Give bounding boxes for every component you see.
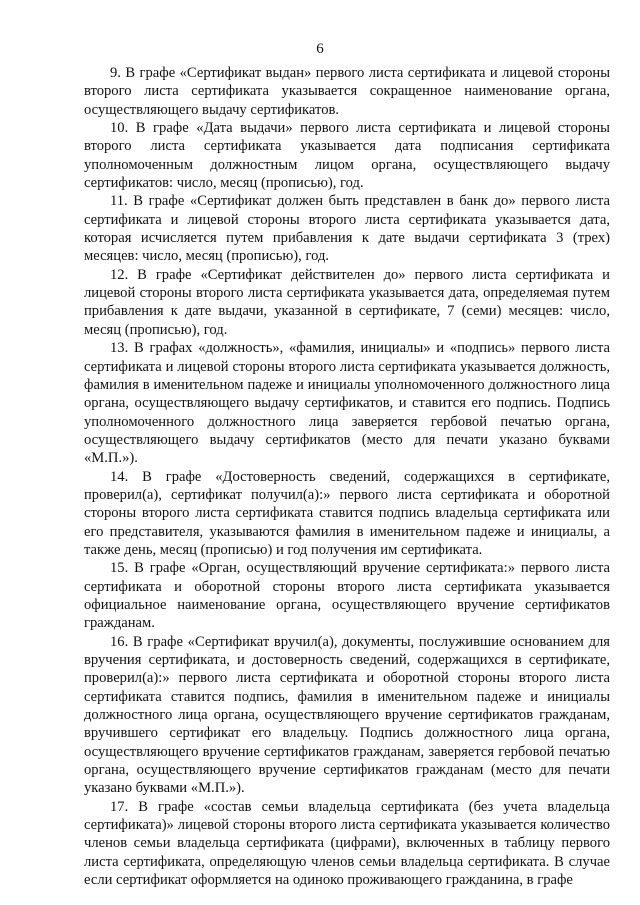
paragraph-14: 14. В графе «Достоверность сведений, содержащихся в сертификате, проверил(а), сертификат получил(а):» первого листа сертификата и оборотной стороны второго листа сертификата ставится подпись владельца сертификата или его представителя, указываются фамилия в именительном падеже и инициалы, а также день, месяц (прописью) и год получения им сертификата. xyxy=(84,468,610,558)
document-body xyxy=(84,64,610,889)
page-number: 6 xyxy=(316,41,324,57)
paragraph-12: 12. В графе «Сертификат действителен до» первого листа сертификата и лицевой стороны второго листа сертификата указывается дата, определяемая путем прибавления к дате выдачи, указанной в сертификате, 7 (семи) месяцев: число, месяц (прописью), год. xyxy=(84,266,610,338)
paragraph-17: 17. В графе «состав семьи владельца сертификата (без учета владельца сертификата)» лицевой стороны второго листа сертификата указывается количество членов семьи владельца сертификата (цифрами), включенных в таблицу первого листа сертификата, определяющую членов семьи владельца сертификата. В случае если сертификат оформляется на одиноко проживающего гражданина, в графе xyxy=(84,798,610,889)
paragraph-9: 9. В графе «Сертификат выдан» первого листа сертификата и лицевой стороны второго листа сертификата указывается сокращенное наименование органа, осуществляющего выдачу сертификатов. xyxy=(84,65,610,118)
paragraph-16: 16. В графе «Сертификат вручил(а), документы, послужившие основанием для вручения сертификата, и достоверность сведений, содержащихся в сертификате, проверил(а):» первого листа сертификата и оборотной стороны второго листа сертификата ставится подпись, фамилия в именительном падеже и инициалы должностного лица органа, осуществляющего вручение сертификатов гражданам, вручившего сертификат его владельцу. Подпись должностного лица органа, осуществляющего вручение сертификатов гражданам, заверяется гербовой печатью органа, осуществляющего вручение сертификатов гражданам (место для печати указано буквами «М.П.»). xyxy=(84,633,610,797)
paragraph-10: 10. В графе «Дата выдачи» первого листа сертификата и лицевой стороны второго листа сертификата указывается дата подписания сертификата уполномоченным должностным лицом органа, осуществляющего выдачу сертификатов: число, месяц (прописью), год. xyxy=(84,120,610,192)
paragraph-13: 13. В графах «должность», «фамилия, инициалы» и «подпись» первого листа сертификата и лицевой стороны второго листа сертификата указывается должность, фамилия в именительном падеже и инициалы уполномоченного должностного лица органа, осуществляющего выдачу сертификатов, и ставится его подпись. Подпись уполномоченного должностного лица заверяется гербовой печатью органа, осуществляющего выдачу сертификатов (место для печати указано буквами «М.П.»). xyxy=(84,340,610,467)
paragraph-11: 11. В графе «Сертификат должен быть представлен в банк до» первого листа сертификата и лицевой стороны второго листа сертификата указывается дата, которая исчисляется путем прибавления к дате выдачи сертификата 3 (трех) месяцев: число, месяц (прописью), год. xyxy=(84,193,610,265)
paragraph-15: 15. В графе «Орган, осуществляющий вручение сертификата:» первого листа сертификата и оборотной стороны второго листа сертификата указывается официальное наименование органа, осуществляющего вручение сертификатов гражданам. xyxy=(84,560,610,632)
